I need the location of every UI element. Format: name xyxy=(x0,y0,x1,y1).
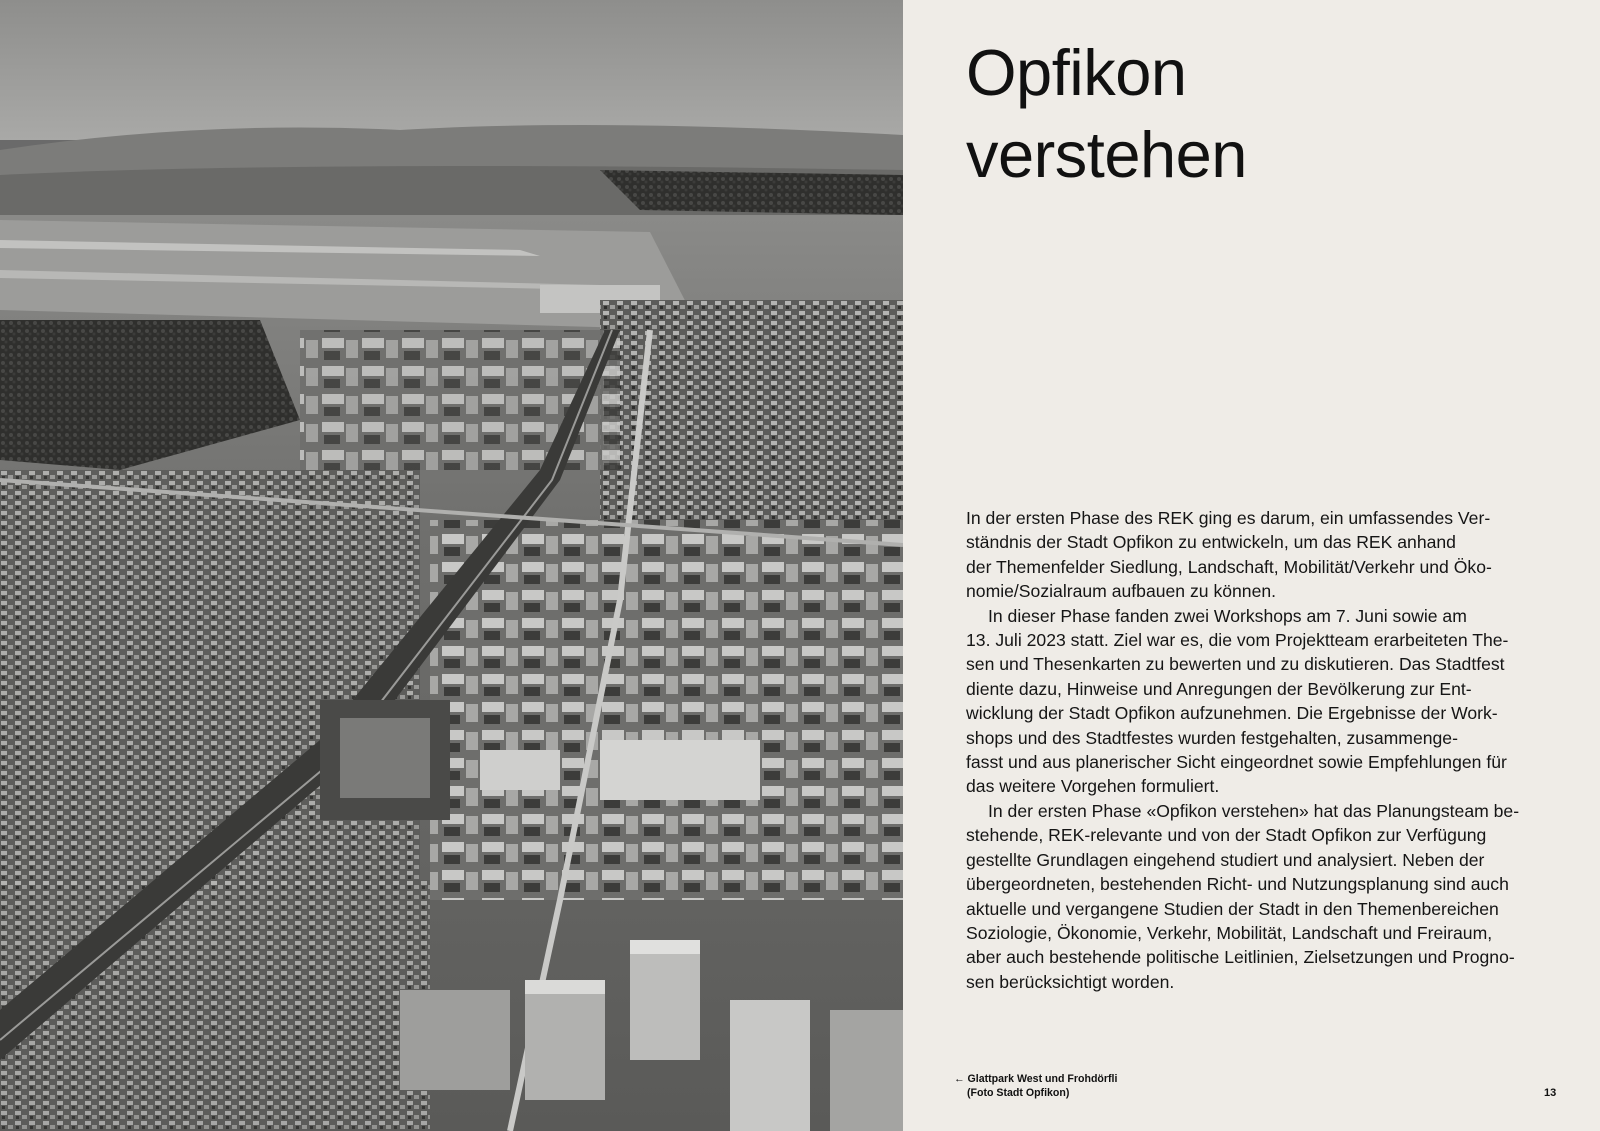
body-line: In der ersten Phase «Opfikon verstehen» hat das Planungsteam be- xyxy=(988,800,1520,821)
text-page xyxy=(903,0,1600,1131)
body-line: wicklung der Stadt Opfikon aufzunehmen. Die Ergebnisse der Work- xyxy=(966,703,1498,724)
body-text xyxy=(966,506,1556,994)
body-line: übergeordneten, bestehenden Richt- und Nutzungsplanung sind auch xyxy=(966,874,1509,895)
photo-caption xyxy=(954,1072,1117,1100)
body-line: das weitere Vorgehen formuliert. xyxy=(966,776,1220,797)
body-line: fasst und aus planerischer Sicht eingeordnet sowie Empfehlungen für xyxy=(966,752,1507,773)
body-line: aber auch bestehende politische Leitlinien, Zielsetzungen und Progno- xyxy=(966,947,1515,968)
caption-line-1: ← Glattpark West und Frohdörfli xyxy=(954,1073,1118,1085)
body-line: In der ersten Phase des REK ging es darum, ein umfassendes Ver- xyxy=(966,508,1491,528)
body-line: shops und des Stadtfestes wurden festgehalten, zusammenge- xyxy=(966,727,1458,748)
body-line: sen und Thesenkarten zu bewerten und zu diskutieren. Das Stadtfest xyxy=(966,654,1505,675)
body-line: In dieser Phase fanden zwei Workshops am 7. Juni sowie am xyxy=(988,605,1467,626)
page-number: 13 xyxy=(1544,1087,1557,1099)
body-line: aktuelle und vergangene Studien der Stadt in den Themenbereichen xyxy=(966,898,1499,919)
body-line: sen berücksichtigt worden. xyxy=(966,971,1175,992)
body-line: diente dazu, Hinweise und Anregungen der Bevölkerung zur Ent- xyxy=(966,678,1472,699)
body-line: nomie/Sozialraum aufbauen zu können. xyxy=(966,581,1277,602)
body-line: stehende, REK-relevante und von der Stadt Opfikon zur Verfügung xyxy=(966,825,1487,846)
title-line-1: Opfikon xyxy=(966,36,1187,109)
title-line-2: verstehen xyxy=(966,118,1247,191)
body-line: 13. Juli 2023 statt. Ziel war es, die vom Projektteam erarbeiteten The- xyxy=(966,630,1509,651)
page-title xyxy=(966,32,1247,196)
body-line: der Themenfelder Siedlung, Landschaft, Mobilität/Verkehr und Öko- xyxy=(966,556,1492,577)
body-line: Soziologie, Ökonomie, Verkehr, Mobilität, Landschaft und Freiraum, xyxy=(966,922,1493,943)
caption-line-2: (Foto Stadt Opfikon) xyxy=(967,1087,1070,1099)
body-line: ständnis der Stadt Opfikon zu entwickeln, um das REK anhand xyxy=(966,532,1456,553)
body-line: gestellte Grundlagen eingehend studiert und analysiert. Neben der xyxy=(966,849,1485,870)
